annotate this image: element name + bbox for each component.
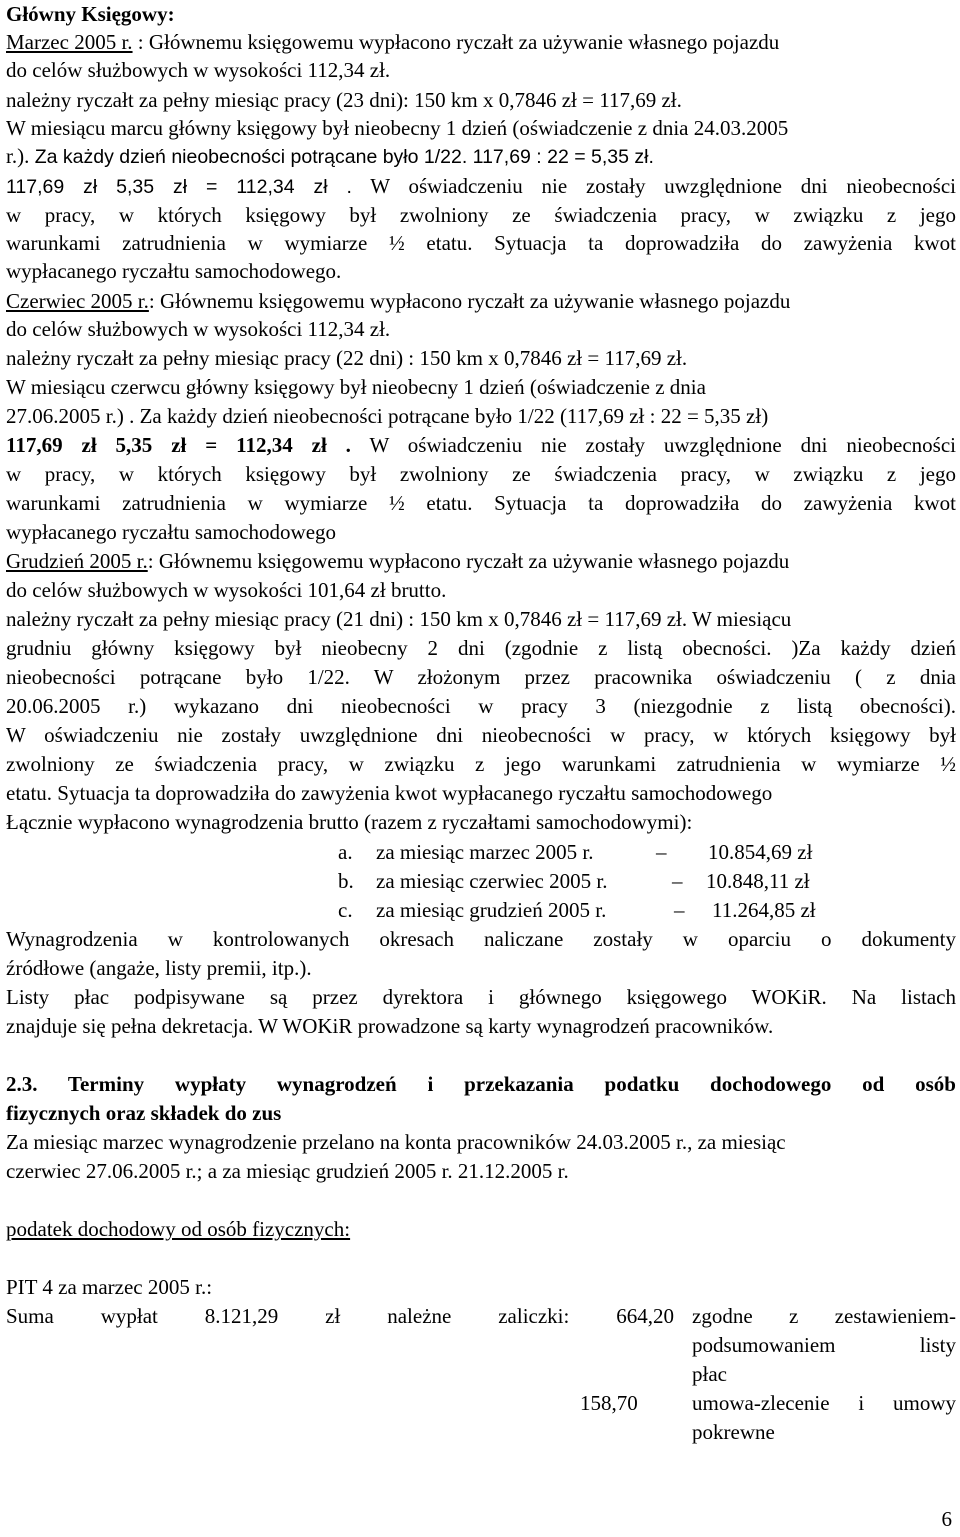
page-number: 6: [941, 1507, 952, 1531]
pit-suma: Suma wypłat 8.121,29 zł należne zaliczki: 664,20: [6, 1304, 674, 1328]
march-line-6: [6, 172, 956, 200]
june-line-5: 27.06.2005 r.) . Za każdy dzień nieobecności potrącane było 1/22 (117,69 zł : 22 = 5,35 zł): [6, 404, 769, 428]
totals-item-c-text: za miesiąc grudzień 2005 r.: [376, 898, 607, 922]
june-label: Czerwiec 2005 r.: [6, 289, 149, 313]
march-line-6b: W oświadczeniu nie zostały uwzględnione dni nieobecności: [351, 174, 956, 198]
totals-item-b-letter: b.: [338, 869, 354, 893]
march-line-5a: r.).: [6, 144, 30, 168]
remarks-line-1: Wynagrodzenia w kontrolowanych okresach naliczane zostały w oparciu o dokumenty: [6, 927, 956, 951]
december-label: Grudzień 2005 r.: [6, 549, 148, 573]
totals-item-a-letter: a.: [338, 840, 353, 864]
totals-intro: Łącznie wypłacono wynagrodzenia brutto (razem z ryczałtami samochodowymi):: [6, 810, 693, 834]
totals-item-b-text: za miesiąc czerwiec 2005 r.: [376, 869, 608, 893]
section-heading-line-1: 2.3. Terminy wypłaty wynagrodzeń i przekazania podatku dochodowego od osób: [6, 1072, 956, 1096]
december-line-6: 20.06.2005 r.) wykazano dni nieobecności w pracy 3 (niezgodnie z listą obecności).: [6, 694, 956, 718]
december-line-1: [6, 547, 789, 575]
december-line-8: zwolniony ze świadczenia pracy, w związku z jego warunkami zatrudnienia w wymiarze ½: [6, 752, 956, 776]
totals-item-c-letter: c.: [338, 898, 353, 922]
june-line-1-text: : Głównemu księgowemu wypłacono ryczałt za używanie własnego pojazdu: [148, 289, 791, 313]
december-line-3: należny ryczałt za pełny miesiąc pracy (21 dni) : 150 km x 0,7846 zł = 117,69 zł. W miesiącu: [6, 607, 792, 631]
june-line-7: w pracy, w których księgowy był zwolniony ze świadczenia pracy, w związku z jego: [6, 462, 956, 486]
totals-item-c-dash: –: [674, 898, 685, 922]
totals-item-b-amount: 10.848,11 zł: [706, 869, 810, 893]
june-line-1: [6, 287, 790, 315]
remarks-line-3: Listy płac podpisywane są przez dyrektora i głównego księgowego WOKiR. Na listach: [6, 985, 956, 1009]
pit-desc-2a: umowa-zlecenie i umowy: [692, 1391, 956, 1415]
june-line-6a: 117,69 zł 5,35 zł = 112,34 zł .: [6, 433, 351, 457]
totals-item-c-amount: 11.264,85 zł: [712, 898, 816, 922]
march-line-1-text: : Głównemu księgowemu wypłacono ryczałt za używanie własnego pojazdu: [132, 30, 780, 54]
section-paragraph-line-2: czerwiec 27.06.2005 r.; a za miesiąc grudzień 2005 r. 21.12.2005 r.: [6, 1159, 569, 1183]
pit-title: PIT 4 za marzec 2005 r.:: [6, 1275, 213, 1299]
december-line-1-text: : Głównemu księgowemu wypłacono ryczałt za używanie własnego pojazdu: [147, 549, 790, 573]
pit-desc-2b: pokrewne: [692, 1420, 775, 1444]
june-line-6b: W oświadczeniu nie zostały uwzględnione dni nieobecności: [350, 433, 956, 457]
march-line-1: [6, 28, 779, 56]
june-line-4: W miesiącu czerwcu główny księgowy był nieobecny 1 dzień (oświadczenie z dnia: [6, 375, 706, 399]
march-line-9: wypłacanego ryczałtu samochodowego.: [6, 259, 342, 283]
pit-amount-2: 158,70: [580, 1391, 638, 1415]
june-line-8: warunkami zatrudnienia w wymiarze ½ etatu. Sytuacja ta doprowadziła do zawyżenia kwot: [6, 491, 956, 515]
march-line-8: warunkami zatrudnienia w wymiarze ½ etatu. Sytuacja ta doprowadziła do zawyżenia kwot: [6, 231, 956, 255]
pit-desc-1b: podsumowaniem listy: [692, 1333, 956, 1357]
totals-item-b-dash: –: [672, 869, 683, 893]
page-heading: Główny Księgowy:: [6, 2, 175, 26]
totals-item-a-dash: –: [656, 840, 667, 864]
march-line-3: należny ryczałt za pełny miesiąc pracy (23 dni): 150 km x 0,7846 zł = 117,69 zł.: [6, 88, 682, 112]
pit-desc-1a: zgodne z zestawieniem-: [692, 1304, 956, 1328]
march-line-6a: 117,69 zł 5,35 zł = 112,34 zł .: [6, 176, 352, 198]
march-line-7: w pracy, w których księgowy był zwolniony ze świadczenia pracy, w związku z jego: [6, 203, 956, 227]
june-line-9: wypłacanego ryczałtu samochodowego: [6, 520, 337, 544]
totals-item-a-amount: 10.854,69 zł: [708, 840, 813, 864]
remarks-line-4: znajduje się pełna dekretacja. W WOKiR prowadzone są karty wynagrodzeń pracowników.: [6, 1014, 774, 1038]
december-line-9: etatu. Sytuacja ta doprowadziła do zawyżenia kwot wypłacanego ryczałtu samochodowego: [6, 781, 773, 805]
march-label: Marzec 2005 r.: [6, 30, 133, 54]
march-line-2: do celów służbowych w wysokości 112,34 zł.: [6, 58, 391, 82]
march-line-5b: Za każdy dzień nieobecności potrącane było 1/22. 117,69 : 22 = 5,35 zł.: [29, 146, 654, 168]
december-line-7: W oświadczeniu nie zostały uwzględnione dni nieobecności w pracy, w których księgowy był: [6, 723, 956, 747]
december-line-2: do celów służbowych w wysokości 101,64 zł brutto.: [6, 578, 447, 602]
section-paragraph-line-1: Za miesiąc marzec wynagrodzenie przelano na konta pracowników 24.03.2005 r., za miesiąc: [6, 1130, 786, 1154]
totals-item-a-text: za miesiąc marzec 2005 r.: [376, 840, 594, 864]
march-line-5: [6, 142, 654, 170]
december-line-5: nieobecności potrącane było 1/22. W złożonym przez pracownika oświadczeniu ( z dnia: [6, 665, 956, 689]
section-heading-line-2: fizycznych oraz składek do zus: [6, 1101, 282, 1125]
december-line-4: grudniu główny księgowy był nieobecny 2 dni (zgodnie z listą obecności. )Za każdy dzień: [6, 636, 956, 660]
june-line-3: należny ryczałt za pełny miesiąc pracy (22 dni) : 150 km x 0,7846 zł = 117,69 zł.: [6, 346, 688, 370]
pit-desc-1c: płac: [692, 1362, 727, 1386]
june-line-2: do celów służbowych w wysokości 112,34 zł.: [6, 317, 391, 341]
remarks-line-2: źródłowe (angaże, listy premii, itp.).: [6, 956, 312, 980]
june-line-6: [6, 431, 956, 459]
march-line-4: W miesiącu marcu główny księgowy był nieobecny 1 dzień (oświadczenie z dnia 24.03.2005: [6, 116, 789, 140]
pit-subheading: podatek dochodowy od osób fizycznych:: [6, 1217, 351, 1241]
